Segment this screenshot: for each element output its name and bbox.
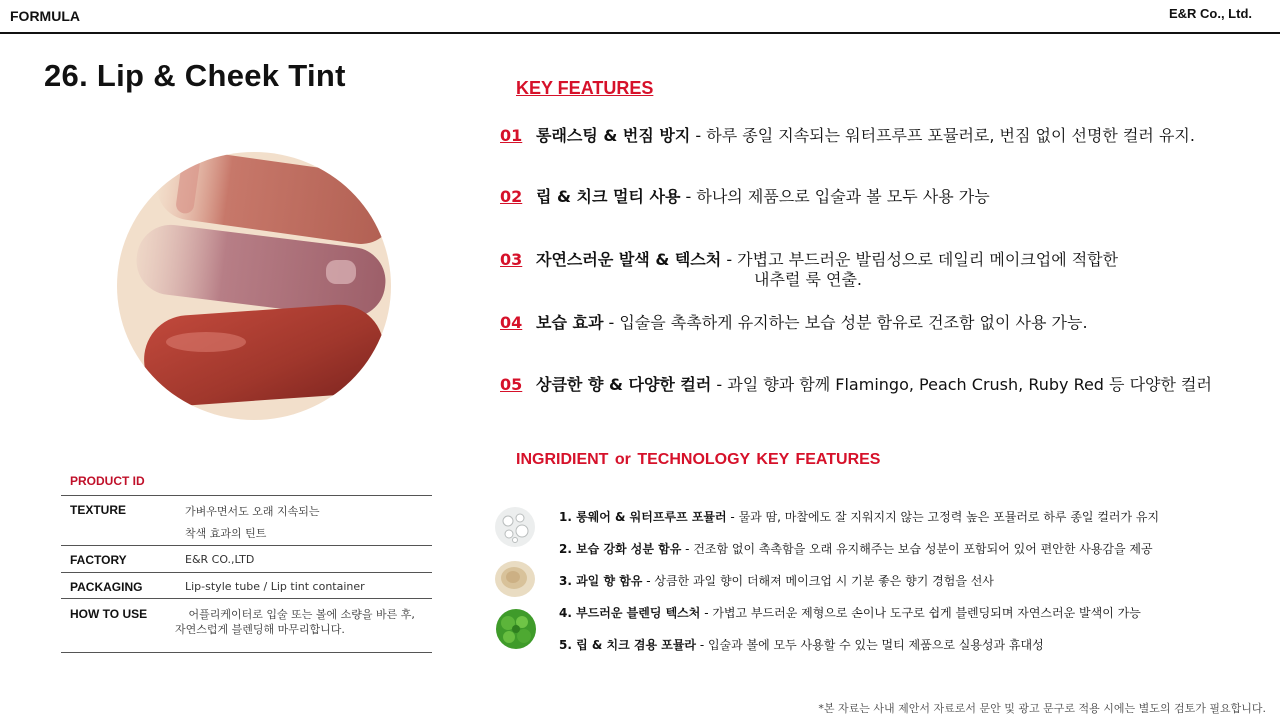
ingredient-item (559, 604, 1141, 621)
feature-text-continued: 내추럴 룩 연출. (754, 270, 862, 289)
feature-item (500, 126, 1195, 146)
ingredient-item (559, 572, 994, 589)
ingredient-heading: 1. 롱웨어 & 워터프루프 포뮬러 (559, 510, 727, 524)
feature-text: - 하루 종일 지속되는 워터프루프 포뮬러로, 번짐 없이 선명한 컬러 유지. (690, 126, 1195, 145)
ingredient-section-title: INGRIDIENT or TECHNOLOGY KEY FEATURES (516, 451, 881, 468)
green-plant-icon (494, 608, 538, 650)
texture-value-line2: 착색 효과의 틴트 (185, 527, 267, 540)
header-divider (0, 32, 1280, 34)
table-divider (61, 495, 432, 496)
feature-heading: 립 & 치크 멀티 사용 (536, 187, 681, 206)
table-divider (61, 545, 432, 546)
ingredient-item (559, 636, 1044, 653)
feature-heading: 롱래스팅 & 번짐 방지 (536, 126, 691, 145)
texture-label: TEXTURE (70, 503, 127, 517)
feature-text: - 입술을 촉촉하게 유지하는 보습 성분 함유로 건조함 없이 사용 가능. (603, 313, 1088, 332)
ingredient-text: - 입술과 볼에 모두 사용할 수 있는 멀티 제품으로 실용성과 휴대성 (696, 638, 1044, 652)
table-divider (61, 598, 432, 599)
feature-item (500, 313, 1088, 333)
ingredient-item (559, 540, 1153, 557)
feature-heading: 상큼한 향 & 다양한 컬러 (536, 375, 712, 394)
footer-disclaimer: *본 자료는 사내 제안서 자료로서 문안 및 광고 문구로 적용 시에는 별도의 검토가 필요합니다. (818, 702, 1266, 715)
feature-heading: 자연스러운 발색 & 텍스처 (536, 250, 722, 269)
feature-heading: 보습 효과 (536, 313, 604, 332)
table-divider (61, 572, 432, 573)
header-left-label: FORMULA (10, 8, 80, 24)
texture-value-line1: 가벼우면서도 오래 지속되는 (185, 505, 320, 518)
ingredient-item (559, 508, 1159, 525)
ingredient-text: - 가볍고 부드러운 제형으로 손이나 도구로 쉽게 블렌딩되며 자연스러운 발색이 가능 (700, 606, 1141, 620)
feature-item (500, 250, 1118, 270)
ingredient-heading: 2. 보습 강화 성분 함유 (559, 542, 682, 556)
factory-label: FACTORY (70, 553, 127, 567)
how-to-use-label: HOW TO USE (70, 607, 148, 621)
feature-text: - 과일 향과 함께 Flamingo, Peach Crush, Ruby Red 등 다양한 컬러 (711, 375, 1212, 394)
water-droplets-icon (494, 506, 536, 548)
feature-item (500, 187, 990, 207)
company-name: E&R Co., Ltd. (1168, 6, 1252, 21)
feature-text: - 가볍고 부드러운 발림성으로 데일리 메이크업에 적합한 (721, 250, 1119, 269)
product-id-label: PRODUCT ID (70, 474, 145, 488)
table-divider (61, 652, 432, 653)
feature-number: 02 (500, 187, 523, 206)
ingredient-text: - 상큼한 과일 향이 더해져 메이크업 시 기분 좋은 향기 경험을 선사 (642, 574, 994, 588)
feature-number: 03 (500, 250, 523, 269)
feature-number: 01 (500, 126, 523, 145)
feature-number: 04 (500, 313, 523, 332)
ingredient-heading: 4. 부드러운 블렌딩 텍스처 (559, 606, 701, 620)
feature-item (500, 375, 1212, 395)
packaging-value: Lip-style tube / Lip tint container (185, 580, 365, 593)
feature-text: - 하나의 제품으로 입술과 볼 모두 사용 가능 (680, 187, 990, 206)
page-title: 26. Lip & Cheek Tint (44, 58, 346, 93)
ingredient-text: - 건조함 없이 촉촉함을 오래 유지해주는 보습 성분이 포함되어 있어 편안한 사용감을 제공 (681, 542, 1153, 556)
factory-value: E&R CO.,LTD (185, 553, 255, 566)
how-to-use-value-line2: 자연스럽게 블렌딩해 마무리합니다. (175, 623, 345, 636)
ingredient-text: - 물과 땀, 마찰에도 잘 지워지지 않는 고정력 높은 포뮬러로 하루 종일 컬러가 유지 (726, 510, 1160, 524)
feature-number: 05 (500, 375, 523, 394)
powder-texture-icon (494, 560, 536, 598)
product-swatch-image (116, 150, 392, 422)
how-to-use-value-line1: 어플리케이터로 입술 또는 볼에 소량을 바른 후, (185, 608, 415, 621)
packaging-label: PACKAGING (70, 580, 143, 594)
key-features-title: KEY FEATURES (516, 78, 654, 98)
ingredient-heading: 3. 과일 향 함유 (559, 574, 643, 588)
ingredient-heading: 5. 립 & 치크 겸용 포뮬라 (559, 638, 696, 652)
